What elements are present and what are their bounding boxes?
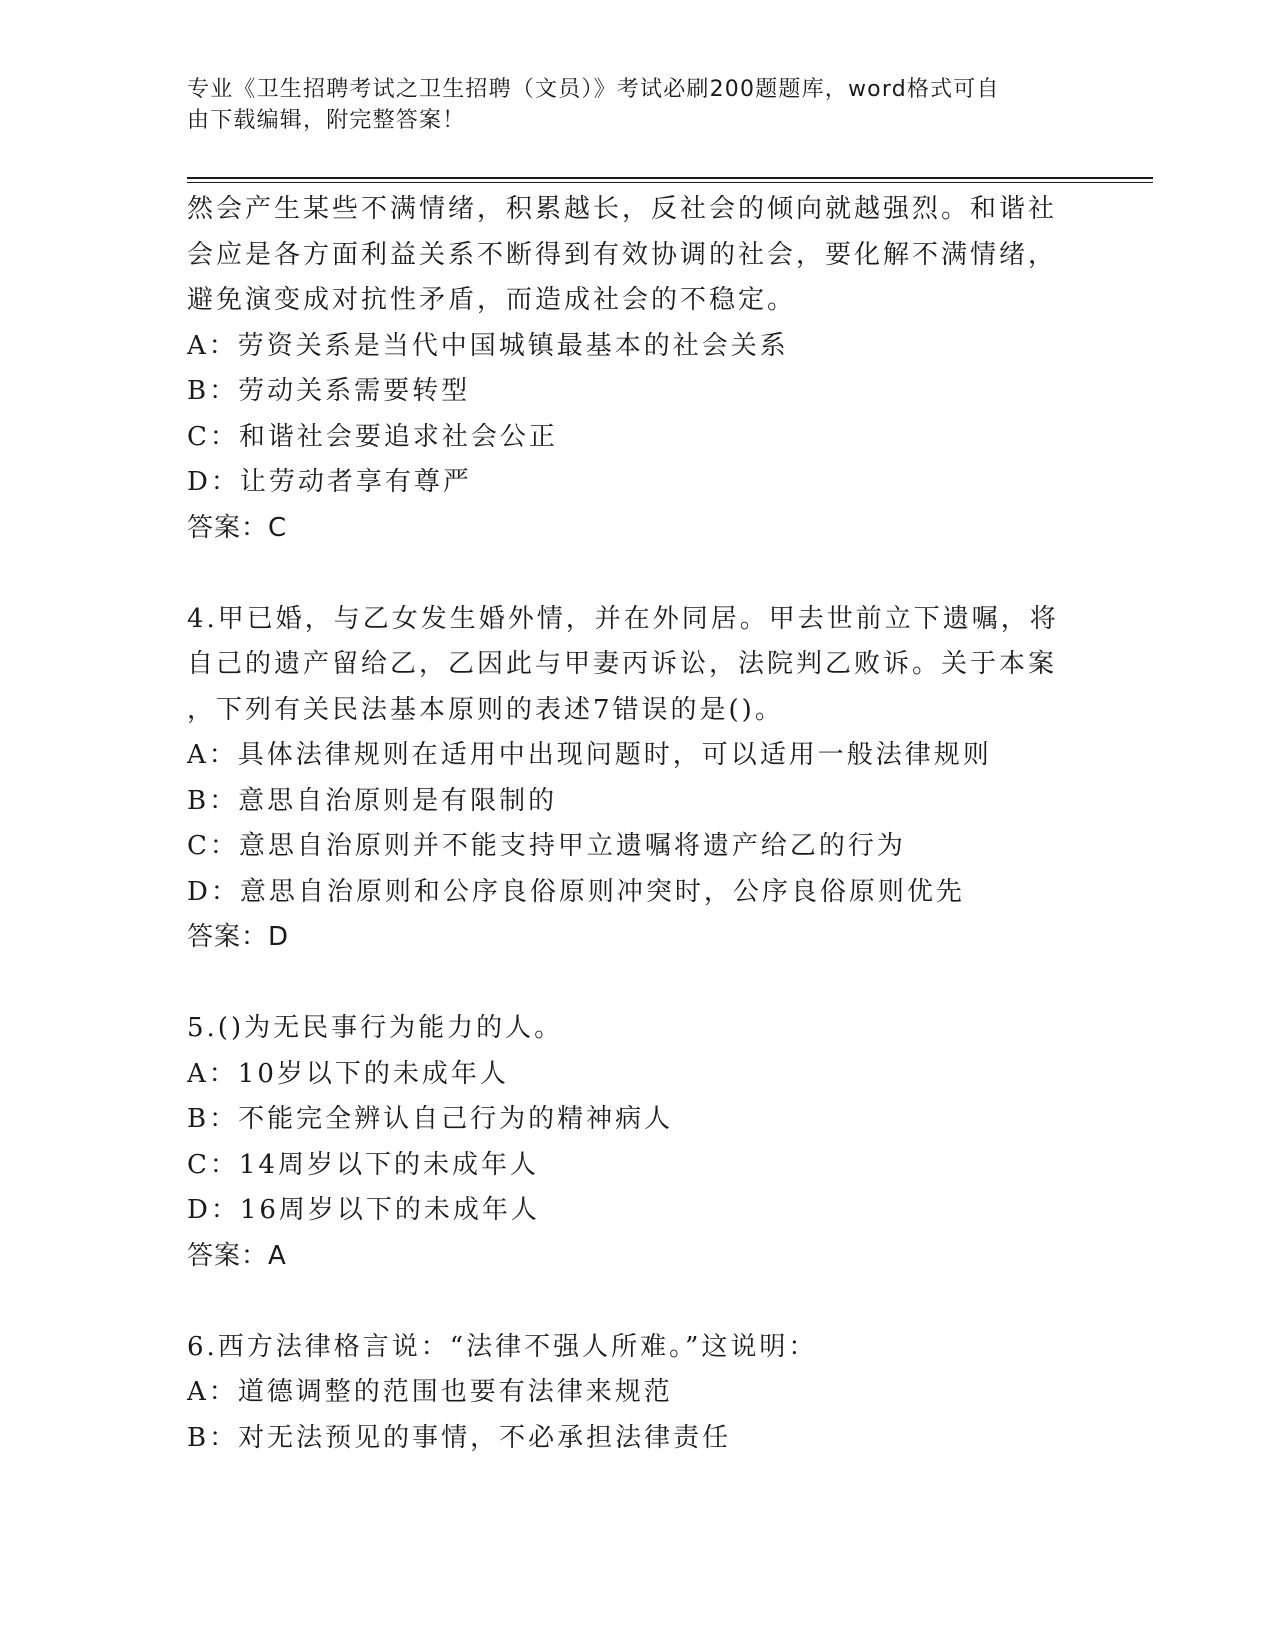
option-a: A：具体法律规则在适用中出现问题时，可以适用一般法律规则 — [187, 740, 992, 770]
answer-line: 答案：A — [187, 1240, 287, 1271]
option-c: C：和谐社会要追求社会公正 — [187, 421, 558, 452]
option-d: D：让劳动者享有尊严 — [187, 467, 472, 497]
option-b: B：劳动关系需要转型 — [187, 376, 471, 406]
question-6 — [187, 1325, 1087, 1462]
question-4 — [187, 597, 1087, 961]
header-title-line-2: 由下载编辑，附完整答案！ — [187, 108, 466, 133]
option-d: D：16周岁以下的未成年人 — [187, 1195, 540, 1225]
question-text-line: 自己的遗产留给乙，乙因此与甲妻丙诉讼，法院判乙败诉。关于本案 — [187, 649, 1058, 679]
question-text-line: 然会产生某些不满情绪，积累越长，反社会的倾向就越强烈。和谐社 — [187, 194, 1058, 224]
option-b: B：不能完全辨认自己行为的精神病人 — [187, 1104, 674, 1134]
option-b: B：对无法预见的事情，不必承担法律责任 — [187, 1422, 732, 1453]
question-text-line: 4.甲已婚，与乙女发生婚外情，并在外同居。甲去世前立下遗嘱，将 — [187, 603, 1059, 634]
question-5 — [187, 1006, 1087, 1279]
question-text-line: ，下列有关民法基本原则的表述7错误的是()。 — [187, 694, 784, 725]
spacer — [187, 961, 1087, 1007]
header-divider-thin — [187, 182, 1153, 183]
document-header — [187, 74, 1067, 136]
header-title-line-1: 专业《卫生招聘考试之卫生招聘（文员）》考试必刷200题题库，word格式可自 — [187, 77, 1000, 102]
option-d: D：意思自治原则和公序良俗原则冲突时，公序良俗原则优先 — [187, 876, 965, 907]
question-3 — [187, 187, 1087, 551]
option-a: A：10岁以下的未成年人 — [187, 1058, 509, 1089]
answer-line: 答案：C — [187, 512, 288, 543]
spacer — [187, 551, 1087, 597]
option-a: A：劳资关系是当代中国城镇最基本的社会关系 — [187, 330, 789, 361]
spacer — [187, 1279, 1087, 1325]
option-c: C：14周岁以下的未成年人 — [187, 1149, 539, 1180]
document-body — [187, 187, 1087, 1461]
question-text-line: 会应是各方面利益关系不断得到有效协调的社会，要化解不满情绪， — [187, 239, 1058, 270]
header-divider-thick — [187, 177, 1153, 179]
question-text-line: 避免演变成对抗性矛盾，而造成社会的不稳定。 — [187, 285, 797, 315]
answer-line: 答案：D — [187, 922, 290, 952]
option-b: B：意思自治原则是有限制的 — [187, 785, 558, 816]
question-text-line: 6.西方法律格言说：“法律不强人所难。”这说明： — [187, 1331, 818, 1362]
question-text-line: 5.()为无民事行为能力的人。 — [187, 1013, 564, 1043]
option-c: C：意思自治原则并不能支持甲立遗嘱将遗产给乙的行为 — [187, 831, 906, 861]
option-a: A：道德调整的范围也要有法律来规范 — [187, 1377, 673, 1407]
